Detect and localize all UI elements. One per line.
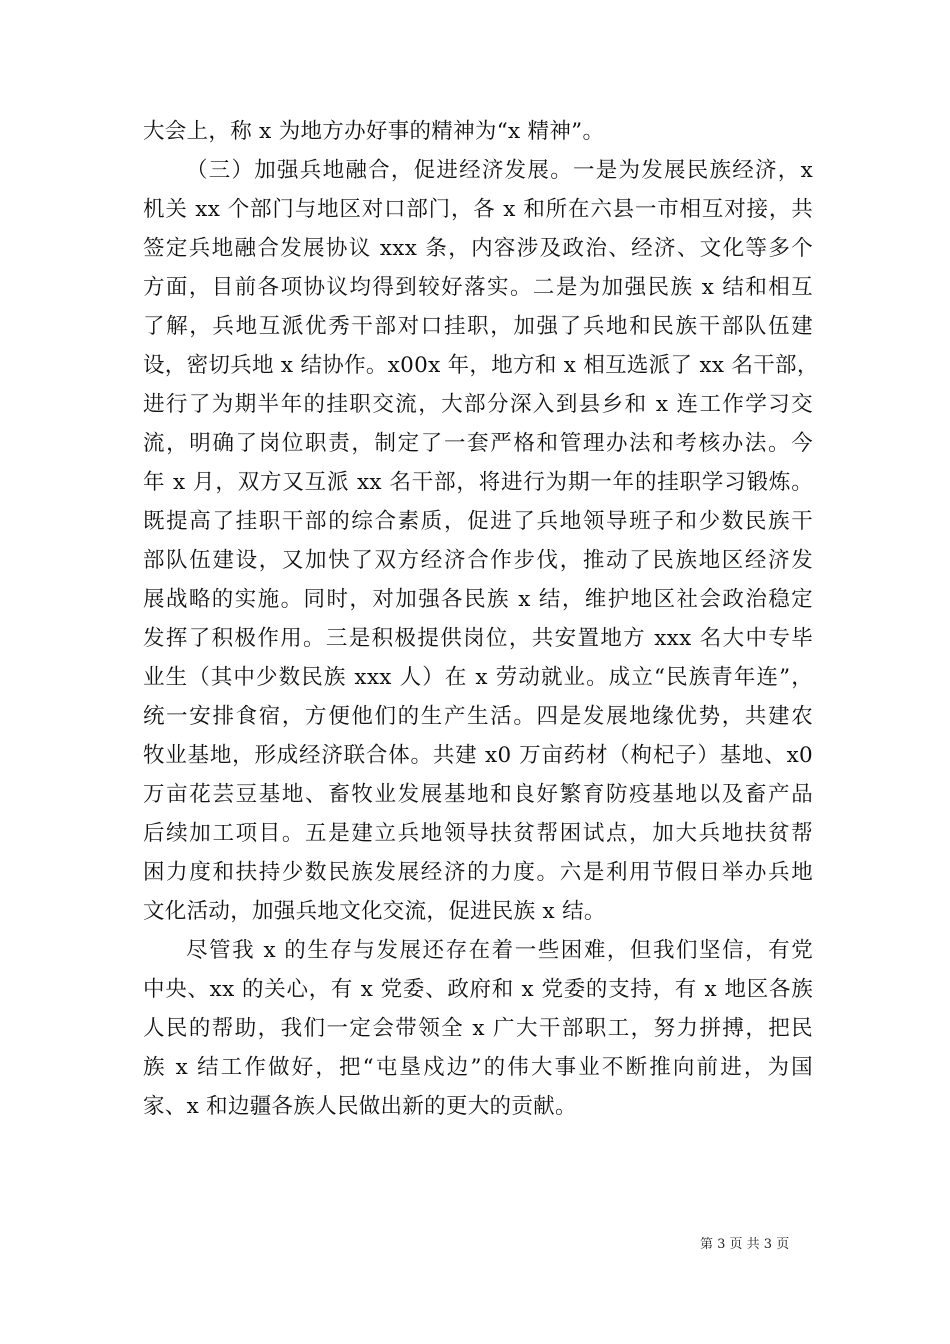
- text-line: 大会上，称 x 为地方办好事的精神为“x 精神”。: [143, 119, 605, 144]
- text-line: 了解，兵地互派优秀干部对口挂职，加强了兵地和民族干部队伍建: [143, 314, 813, 339]
- text-line: 后续加工项目。五是建立兵地领导扶贫帮困试点，加大兵地扶贫帮: [143, 821, 813, 846]
- page-number-footer: 第 3 页 共 3 页: [700, 1237, 790, 1252]
- text-line: 文化活动，加强兵地文化交流，促进民族 x 结。: [143, 899, 606, 924]
- text-line: 族 x 结工作做好，把“屯垦戍边”的伟大事业不断推向前进，为国: [143, 1055, 813, 1080]
- text-line: 中央、xx 的关心，有 x 党委、政府和 x 党委的支持，有 x 地区各族: [143, 977, 813, 1002]
- text-line: （三）加强兵地融合，促进经济发展。一是为发展民族经济，x: [186, 158, 813, 183]
- text-line: 年 x 月，双方又互派 xx 名干部，将进行为期一年的挂职学习锻炼。: [143, 470, 813, 495]
- text-line: 签定兵地融合发展协议 xxx 条，内容涉及政治、经济、文化等多个: [143, 236, 813, 261]
- text-line: 业生（其中少数民族 xxx 人）在 x 劳动就业。成立“民族青年连”，: [143, 665, 813, 690]
- text-line: 万亩花芸豆基地、畜牧业发展基地和良好繁育防疫基地以及畜产品: [143, 782, 813, 807]
- text-line: 部队伍建设，又加快了双方经济合作步伐，推动了民族地区经济发: [143, 548, 813, 573]
- text-line: 人民的帮助，我们一定会带领全 x 广大干部职工，努力拼搏，把民: [143, 1016, 813, 1041]
- text-line: 流，明确了岗位职责，制定了一套严格和管理办法和考核办法。今: [143, 431, 813, 456]
- text-line: 发挥了积极作用。三是积极提供岗位，共安置地方 xxx 名大中专毕: [143, 626, 813, 651]
- text-line: 困力度和扶持少数民族发展经济的力度。六是利用节假日举办兵地: [143, 860, 813, 885]
- text-line: 机关 xx 个部门与地区对口部门，各 x 和所在六县一市相互对接，共: [143, 197, 813, 222]
- text-line: 牧业基地，形成经济联合体。共建 x0 万亩药材（枸杞子）基地、x0: [143, 743, 813, 768]
- body-text: [143, 112, 819, 1126]
- text-line: 方面，目前各项协议均得到较好落实。二是为加强民族 x 结和相互: [143, 275, 813, 300]
- text-line: 统一安排食宿，方便他们的生产生活。四是发展地缘优势，共建农: [143, 704, 813, 729]
- text-line: 既提高了挂职干部的综合素质，促进了兵地领导班子和少数民族干: [143, 509, 813, 534]
- text-line: 尽管我 x 的生存与发展还存在着一些困难，但我们坚信，有党: [186, 938, 813, 963]
- text-line: 展战略的实施。同时，对加强各民族 x 结，维护地区社会政治稳定: [143, 587, 813, 612]
- text-line: 家、x 和边疆各族人民做出新的更大的贡献。: [143, 1094, 577, 1119]
- text-line: 进行了为期半年的挂职交流，大部分深入到县乡和 x 连工作学习交: [143, 392, 813, 417]
- text-line: 设，密切兵地 x 结协作。x00x 年，地方和 x 相互选派了 xx 名干部，: [143, 353, 819, 378]
